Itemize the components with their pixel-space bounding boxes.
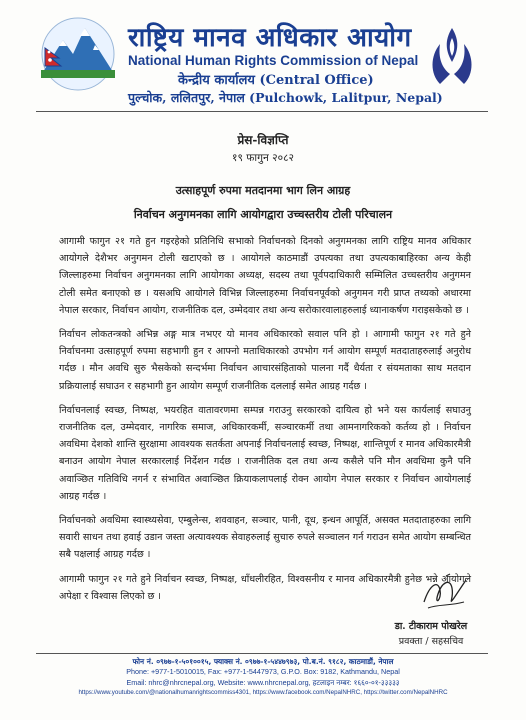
headline-primary: उत्साहपूर्ण रुपमा मतदानमा भाग लिन आग्रह [175, 184, 351, 197]
press-release-title: प्रेस-विज्ञप्ति [237, 133, 289, 147]
press-release-body [59, 233, 471, 612]
footer-social-links: https://www.youtube.com/@nationalhumanrightscommiss4301, https://www.facebook.com/NepalNHRC, https://twitter.com/NepalNHRC [78, 689, 448, 697]
signatory-title: प्रवक्ता / सहसचिव [398, 636, 464, 647]
press-release-date: १९ फागुन २०८२ [232, 152, 294, 164]
signatory-name: डा. टीकाराम पोखरेल [394, 621, 468, 632]
org-title-nepali: राष्ट्रिय मानव अधिकार आयोग [128, 23, 412, 53]
body-paragraph-3: निर्वाचनलाई स्वच्छ, निष्पक्ष, भयरहित वातावरणमा सम्पन्न गराउनु सरकारको दायित्व हो भने यस कार्यलाई सघाउनु राजनीतिक दल, उम्मेदवार, नागरिक समाज, अधिकारकर्मी, सञ्चारकर्मी तथा आमनागरिकको कर्तव्य हो । निर्वाचन अवधिमा देशको शान्ति सुरक्षामा आवश्यक सतर्कता अपनाई निर्वाचनलाई स्वच्छ, निष्पक्ष, शान्तिपूर्ण र मानव अधिकारमैत्री बनाउन आयोग नेपाल सरकारलाई निर्देशन गर्दछ । राजनीतिक दल तथा अन्य कसैले पनि मौन अवधिमा कुनै पनि अवाञ्छित गतिविधि नगर्न र संभावित अवाञ्छित क्रियाकलापलाई रोक्न आयोग नेपाल सरकार र निर्वाचन आयोगलाई आग्रह गर्दछ । [59, 404, 471, 502]
footer-contact-english: Phone: +977-1-5010015, Fax: +977-1-5447973, G.P.O. Box: 9182, Kathmandu, Nepal [126, 667, 400, 677]
office-address: पुल्चोक, ललितपुर, नेपाल (Pulchowk, Lalitpur, Nepal) [128, 90, 443, 105]
footer-contact-nepali: फोन नं. ०९७७-१-५०१००१५, फ्याक्स नं. ०९७७-१-५४४७९७३, पो.ब.नं. ९१८२, काठमाडौं, नेपाल [132, 657, 394, 666]
hands-emblem-icon [426, 22, 478, 86]
footer-contact [0, 657, 526, 699]
org-title-english: National Human Rights Commission of Nepal [128, 53, 419, 68]
body-paragraph-2: निर्वाचन लोकतन्त्रको अभिन्न अङ्ग मात्र नभएर यो मानव अधिकारको सवाल पनि हो । आगामी फागुन २१ गते हुने निर्वाचनमा उत्साहपूर्ण रुपमा सहभागी हुन र आफ्नो मताधिकारको उपभोग गर्न आयोग सम्पूर्ण मतदाताहरुलाई अनुरोध गर्दछ । मौन अवधि सुरु भैसकेको सन्दर्भमा निर्वाचन आचारसंहिताको पालना गर्दै धैर्यता र संयमताका साथ मतदान प्रक्रियालाई सघाउन र सहभागी हुन आयोग सम्पूर्ण राजनीतिक दललाई समेत आग्रह गर्दछ । [59, 329, 471, 392]
headline-secondary: निर्वाचन अनुगमनका लागि आयोगद्वारा उच्चस्तरीय टोली परिचालन [133, 208, 393, 221]
office-label: केन्द्रीय कार्यालय (Central Office) [178, 73, 374, 88]
footer-divider [36, 653, 488, 654]
footer-email-website: Email: nhrc@nhrcnepal.org, Website: www.nhrcnepal.org, हटलाइन नम्बर: १६६०-०१-३३३३३ [126, 677, 400, 687]
body-paragraph-5: आगामी फागुन २१ गते हुने निर्वाचन स्वच्छ, निष्पक्ष, धाँधलीरहित, विश्वसनीय र मानव अधिकारमैत्री हुनेछ भन्ने आयोगले अपेक्षा र विश्वास लिएको छ । [59, 573, 471, 602]
body-paragraph-4: निर्वाचनको अवधिमा स्वास्थ्यसेवा, एम्बुलेन्स, शववाहन, सञ्चार, पानी, दूध, इन्धन आपूर्ति, असक्त मतदाताहरुका लागि सवारी साधन तथा हवाई उडान जस्ता अत्यावश्यक सेवाहरुलाई सुचारु रुपले सञ्चालन गर्न गराउन समेत आयोग सम्बन्धित सबै पक्षलाई आग्रह गर्दछ । [59, 515, 471, 561]
body-paragraph-1: आगामी फागुन २१ गते हुन गइरहेको प्रतिनिधि सभाको निर्वाचनको दिनको अनुगमनका लागि राष्ट्रिय मानव अधिकार आयोगले देशैभर अनुगमन टोली खटाएको छ । आयोगले काठमाडौं उपत्यका तथा उपत्यकाबाहिरका अन्य केही जिल्लाहरुमा निर्वाचन अनुगमनका लागि आयोगका अध्यक्ष, सदस्य तथा पूर्वपदाधिकारी सम्मिलित उच्चस्तरीय अनुगमन टोली समेत बनाएको छ । यसअघि आयोगले विभिन्न जिल्लाहरुमा निर्वाचनपूर्वको अनुगमन गरी प्राप्त तथ्यको अधारमा नेपाल सरकार, निर्वाचन आयोग, राजनीतिक दल, उम्मेदवार तथा अन्य सरोकारवालाहरुलाई ध्यानाकर्षण गराइसकेको छ । [59, 236, 471, 316]
signature-icon [420, 572, 470, 616]
nhrc-logo-icon [37, 14, 119, 92]
header-divider [36, 111, 488, 112]
